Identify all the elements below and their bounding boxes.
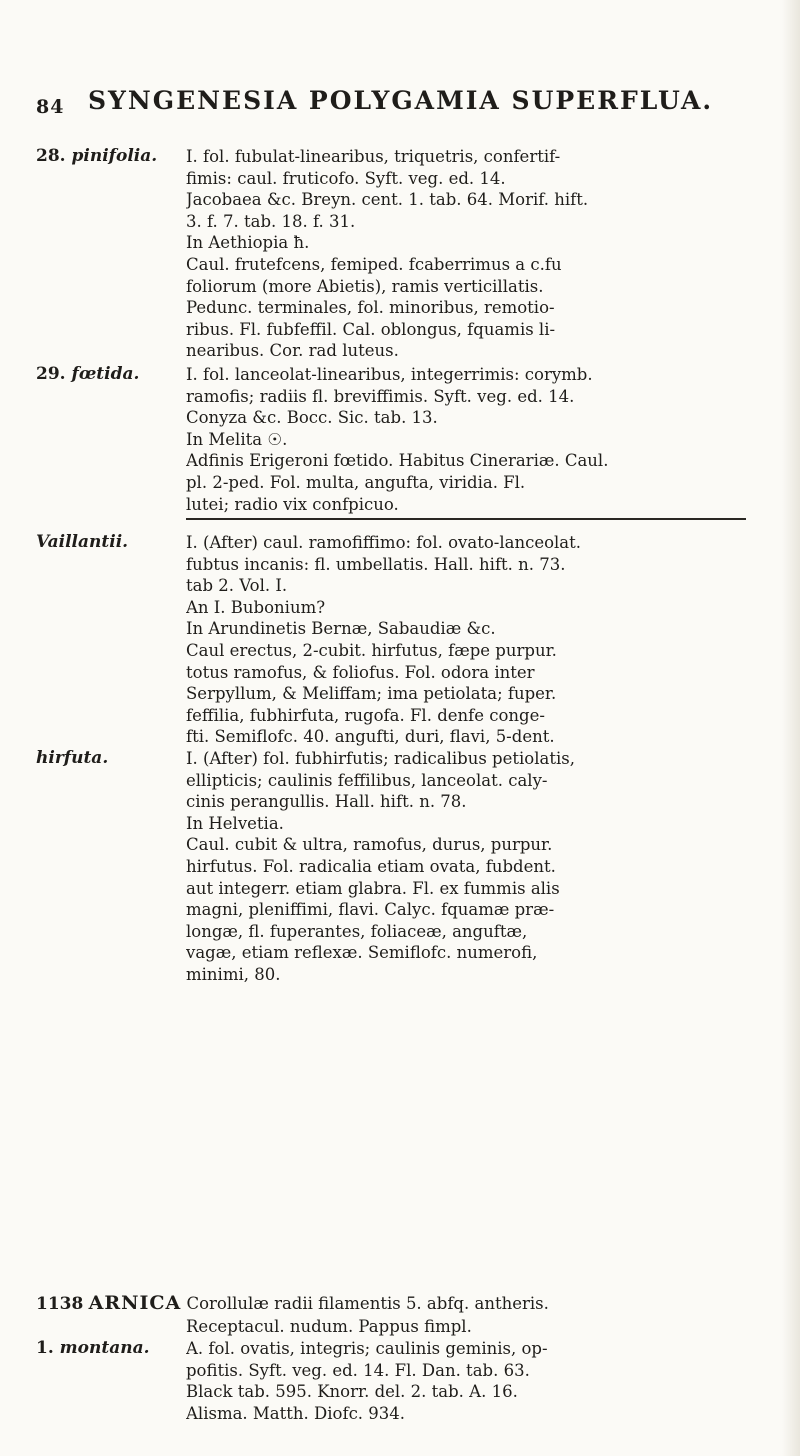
text-line: An I. Bubonium? (186, 597, 326, 617)
species-description (186, 1338, 786, 1424)
species-epithet: Vaillantii. (36, 532, 129, 552)
text-line: I. fol. fubulat-linearibus, triquetris, confertif- (186, 147, 561, 166)
text-line: Black tab. 595. Knorr. del. 2. tab. A. 16. (186, 1382, 518, 1402)
text-line: Receptacul. nudum. Pappus fimpl. (186, 1316, 472, 1336)
genus-heading-arnica (36, 1293, 786, 1337)
text-line: In Arundinetis Bernæ, Sabaudiæ &c. (186, 619, 496, 639)
text-line: ellipticis; caulinis feffilibus, lanceolat. caly- (186, 770, 548, 790)
species-description (186, 532, 786, 748)
page-header (36, 86, 776, 126)
text-line: I. fol. lanceolat-linearibus, integerrimis: corymb. (186, 365, 593, 384)
text-line: aut integerr. etiam glabra. Fl. ex fummis alis (186, 878, 560, 898)
text-line: Jacobaea &c. Breyn. cent. 1. tab. 64. Morif. hift. (186, 190, 589, 210)
text-line: cinis perangullis. Hall. hift. n. 78. (186, 792, 467, 812)
text-line: I. (After) fol. fubhirfutis; radicalibus petiolatis, (186, 749, 575, 768)
text-line: feffilia, fubhirfuta, rugofa. Fl. denfe conge- (186, 705, 545, 725)
text-line: Pedunc. terminales, fol. minoribus, remotio- (186, 298, 555, 318)
section-rule (186, 518, 746, 520)
text-line: fimis: caul. fruticofo. Syft. veg. ed. 14. (186, 168, 506, 188)
text-line: Conyza &c. Bocc. Sic. tab. 13. (186, 408, 438, 428)
text-line: vagæ, etiam reflexæ. Semiflofc. numerofi, (186, 943, 538, 963)
text-line: lutei; radio vix confpicuo. (186, 494, 399, 514)
text-line: fti. Semiflofc. 40. angufti, duri, flavi, 5-dent. (186, 727, 555, 747)
text-line: foliorum (more Abietis), ramis verticillatis. (186, 276, 544, 296)
text-line: pl. 2-ped. Fol. multa, angufta, viridia. Fl. (186, 472, 526, 492)
text-line: Adfinis Erigeroni fœtido. Habitus Cinerariæ. Caul. (186, 451, 609, 471)
text-line: Corollulæ radii filamentis 5. abfq. antheris. (186, 1294, 549, 1313)
page-number: 84 (36, 96, 65, 118)
text-line: nearibus. Cor. rad luteus. (186, 341, 399, 361)
text-line: ramofis; radiis fl. breviffimis. Syft. veg. ed. 14. (186, 386, 575, 406)
genus-number: 1138 (36, 1294, 84, 1314)
species-description (186, 748, 786, 986)
text-line: 3. f. 7. tab. 18. f. 31. (186, 211, 356, 231)
text-line: totus ramofus, & foliofus. Fol. odora inter (186, 662, 535, 682)
species-epithet: 1. montana. (36, 1338, 150, 1358)
text-line: pofitis. Syft. veg. ed. 14. Fl. Dan. tab. 63. (186, 1360, 530, 1380)
text-line: fubtus incanis: fl. umbellatis. Hall. hift. n. 73. (186, 554, 566, 574)
species-epithet: 29. fœtida. (36, 364, 140, 384)
text-line: Caul. frutefcens, femiped. fcaberrimus a c.fu (186, 254, 562, 274)
text-line: In Melita ☉. (186, 429, 288, 449)
text-line: Alisma. Matth. Diofc. 934. (186, 1403, 406, 1423)
text-line: tab 2. Vol. I. (186, 576, 288, 596)
text-line: hirfutus. Fol. radicalia etiam ovata, fubdent. (186, 856, 556, 876)
text-line: Caul. cubit & ultra, ramofus, durus, purpur. (186, 835, 553, 855)
text-line: minimi, 80. (186, 964, 281, 984)
text-line: I. (After) caul. ramofiffimo: fol. ovato-lanceolat. (186, 533, 582, 552)
text-line: Serpyllum, & Meliffam; ima petiolata; fuper. (186, 684, 557, 704)
text-line: longæ, fl. fuperantes, foliaceæ, anguftæ, (186, 921, 528, 941)
running-title: SYNGENESIA POLYGAMIA SUPERFLUA. (88, 86, 714, 115)
species-epithet: hirfuta. (36, 748, 109, 768)
text-line: In Helvetia. (186, 813, 284, 833)
genus-name: ARNICA (88, 1292, 182, 1314)
text-line: ribus. Fl. fubfeffil. Cal. oblongus, fquamis li- (186, 319, 556, 339)
species-description (186, 146, 786, 362)
species-epithet: 28. pinifolia. (36, 146, 158, 166)
page-edge-shadow (782, 0, 800, 1456)
species-description (186, 364, 786, 515)
text-line: In Aethiopia ħ. (186, 233, 310, 253)
text-line: A. fol. ovatis, integris; caulinis geminis, op- (186, 1339, 548, 1358)
text-line: magni, pleniffimi, flavi. Calyc. fquamæ præ- (186, 900, 555, 920)
text-line: Caul erectus, 2-cubit. hirfutus, fæpe purpur. (186, 640, 557, 660)
